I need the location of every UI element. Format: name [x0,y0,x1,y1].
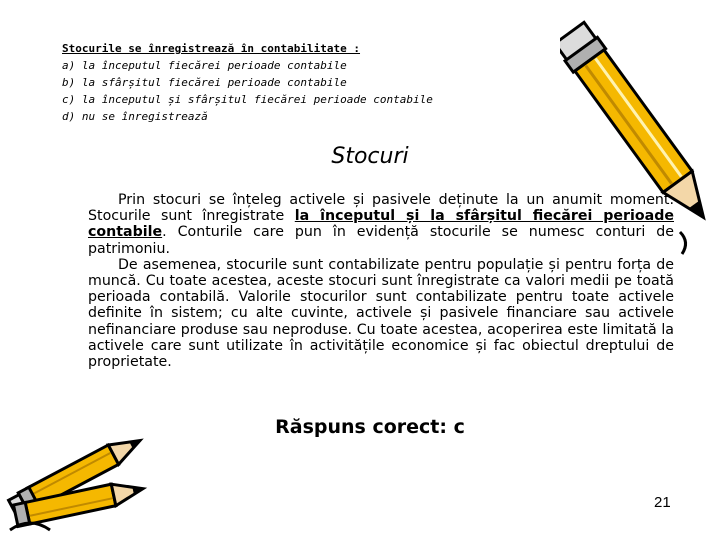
option-b: b) la sfârșitul fiecărei perioade contabile [62,76,347,89]
paragraph-1-emphasis: la începutul și la sfârșitul fiecărei perioade contabile [88,208,674,241]
option-c: c) la începutul și sfârșitul fiecărei perioade contabile [62,93,433,106]
pencils-icon [0,420,170,540]
section-heading: Stocuri [331,144,409,169]
paragraph-1-end: . Conturile care pun în evidență stocurile se numesc conturi de patrimoniu. [88,224,674,257]
question-title: Stocurile se înregistrează în contabilitate : [62,42,361,55]
paragraph-1-start: Prin stocuri se înțeleg activele și pasivele deținute la un anumit moment. Stocurile sunt înregistrate [88,192,674,225]
paragraph-2: De asemenea, stocurile sunt contabilizate pentru populație și pentru forța de muncă. Cu toate acestea, aceste stocuri sunt înregistrate ca valori medii pe toată perioada contabilă. Valorile stocurilor sunt contabilizate pentru toate activele definite în sistem; cu alte cuvinte, activele și pasivele financiare sau activele nefinanciare produse sau neproduse. Cu toate acestea, acoperirea este limitată la activele care sunt utilizate în activitățile economice și fac obiectul dreptului de proprietate. [88,256,674,371]
option-a: a) la începutul fiecărei perioade contabile [62,59,347,72]
option-d: d) nu se înregistrează [62,110,208,123]
correct-answer: Răspuns corect: c [275,416,465,438]
quiz-question [62,40,433,125]
paragraph-1 [88,192,674,257]
explanation-text [88,192,674,370]
page-number: 21 [654,494,671,511]
